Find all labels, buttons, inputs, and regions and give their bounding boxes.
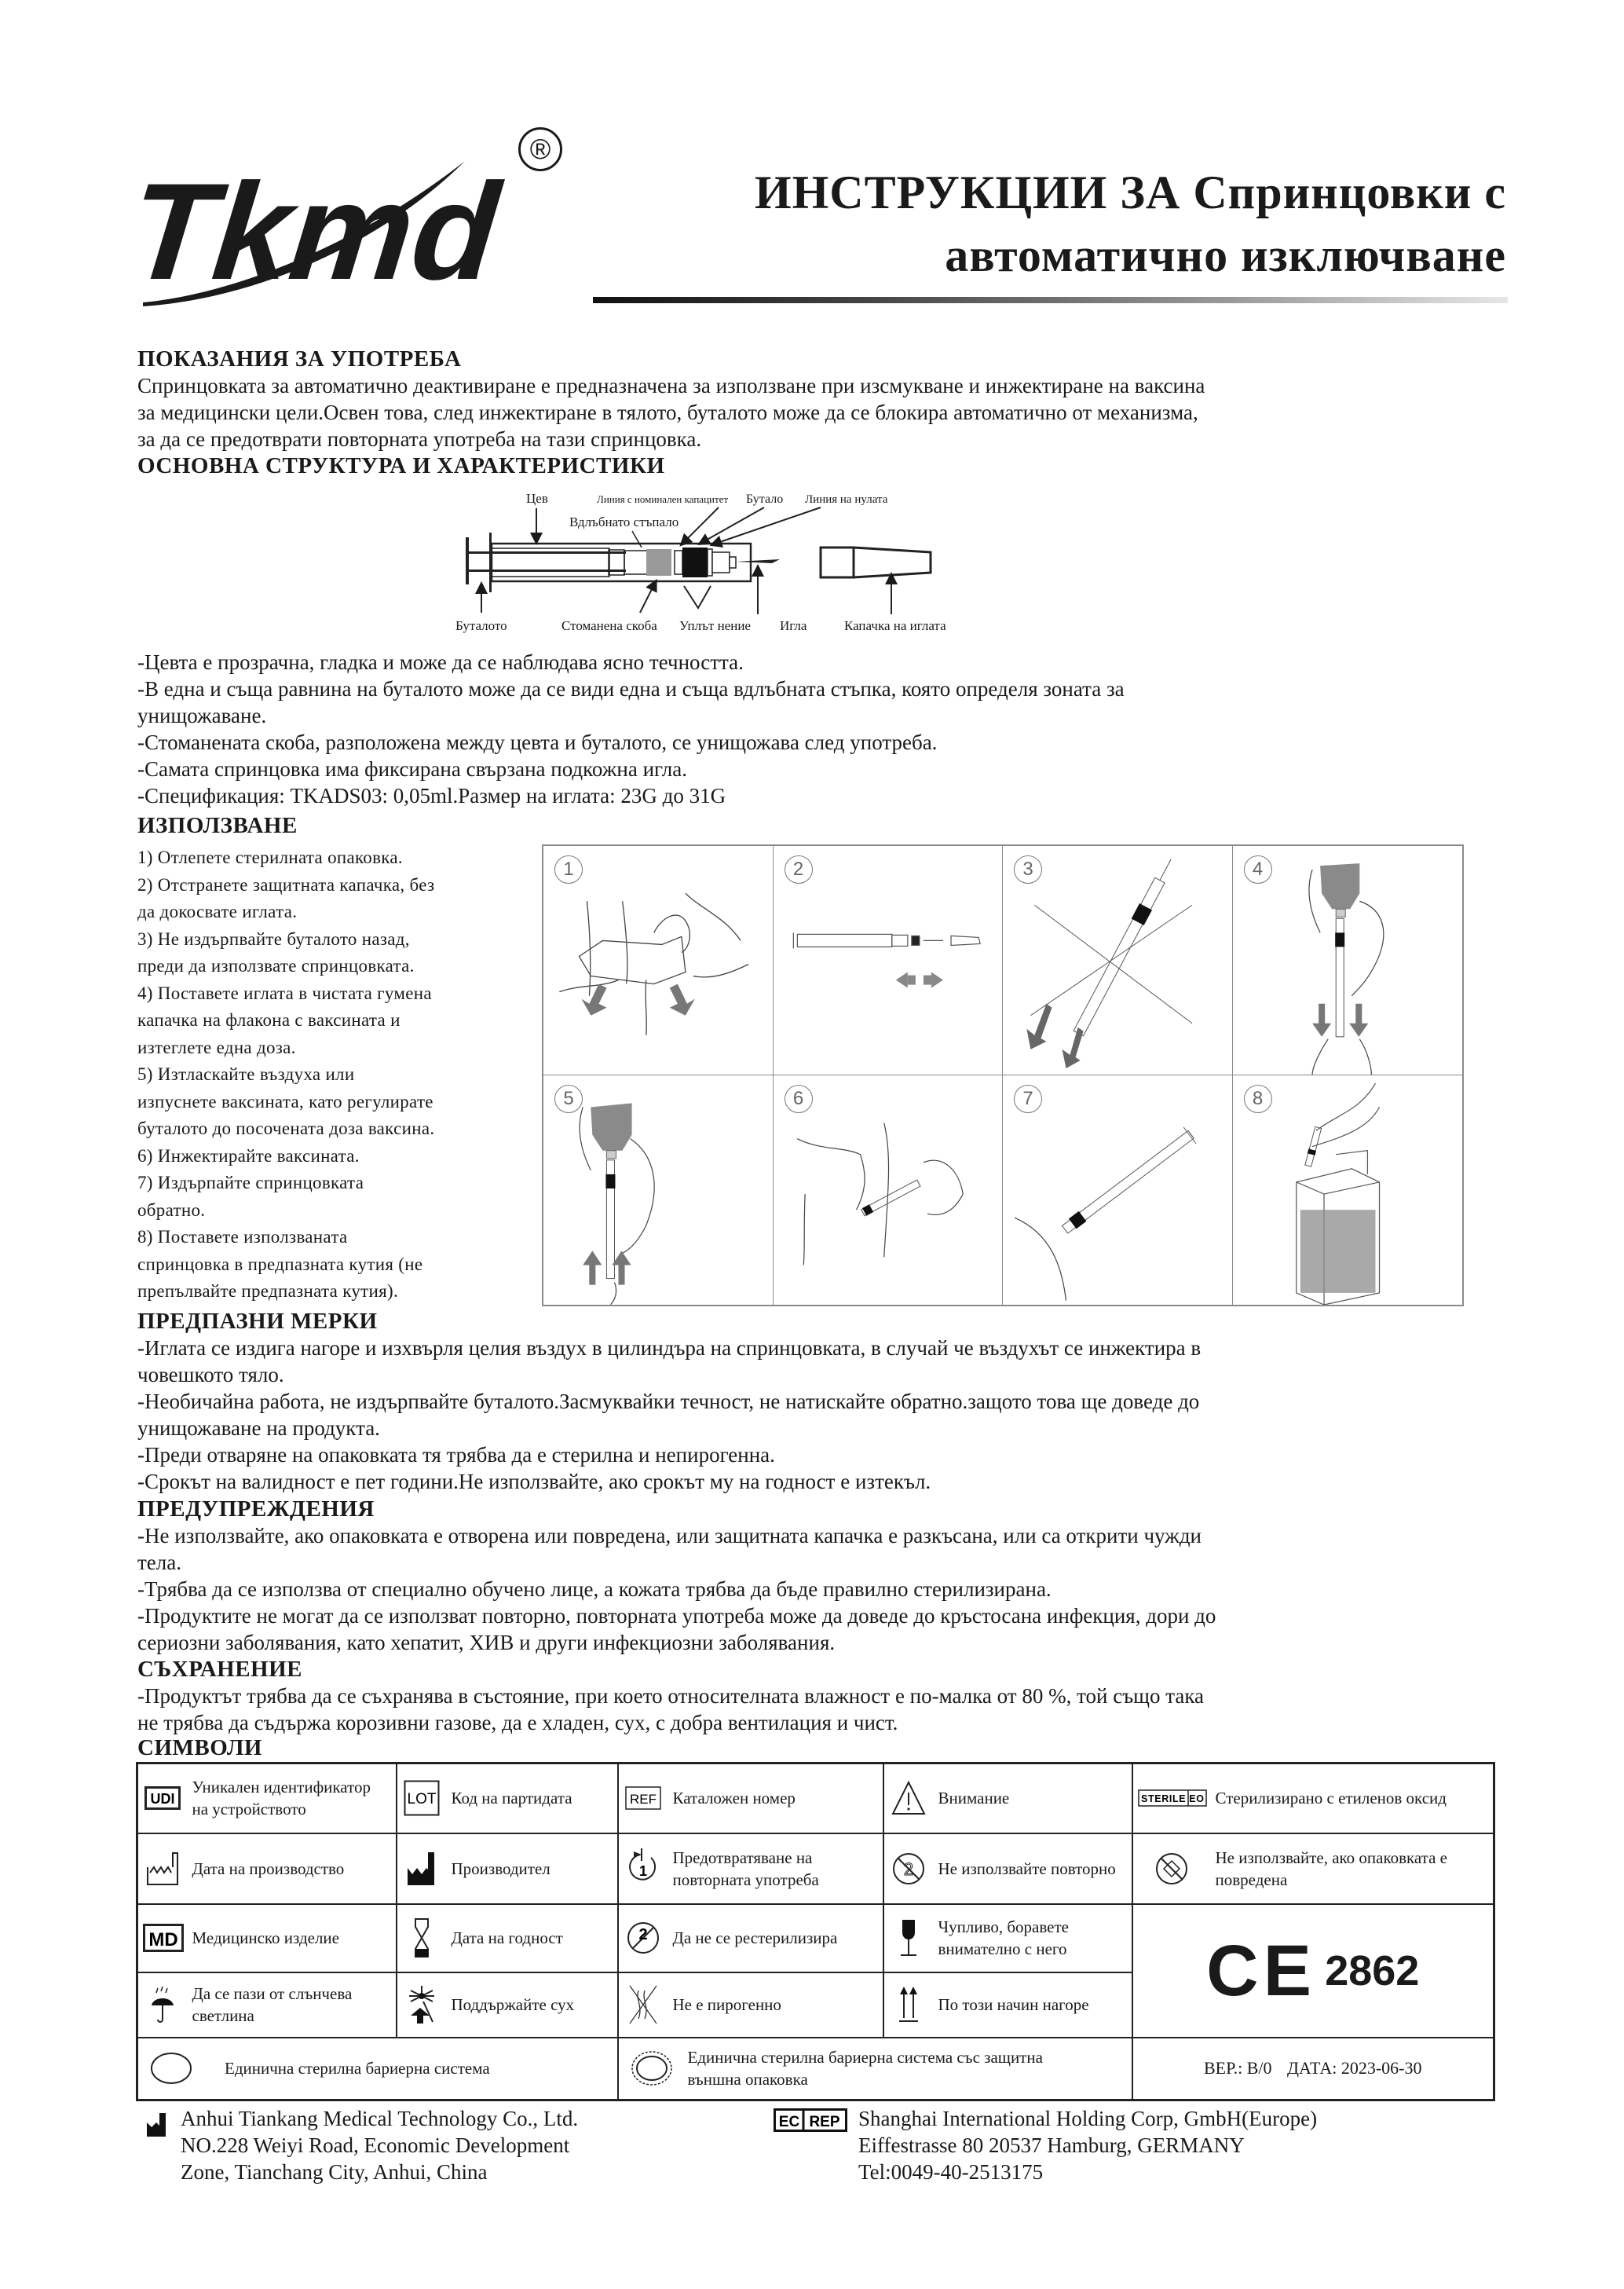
step-illustration-2 [774, 846, 1004, 1075]
piston [682, 548, 708, 577]
symbols-row [137, 1904, 1494, 1972]
symbol-label: Поддържайте сух [447, 1972, 618, 2038]
usage-step-line: 4) Поставете иглата в чистата гумена [137, 983, 432, 1003]
usage-step-line: спринцовка в предпазната кутия (не [137, 1254, 423, 1274]
keep-away-from-sunlight-icon [137, 1972, 188, 2038]
usage-step-line: 1) Отлепете стерилната опаковка. [137, 848, 403, 867]
do-not-reuse-icon-text: 2 [903, 1859, 914, 1879]
udi-icon [137, 1763, 188, 1833]
page-title [755, 161, 1506, 287]
symbol-label: Внимание [934, 1763, 1132, 1833]
symbol-label: Да се пази от слънчева светлина [188, 1972, 397, 2038]
lot-icon-text: LOT [407, 1791, 437, 1808]
label-needle-cap: Капачка на иглата [844, 618, 946, 633]
step-number-badge: 2 [785, 855, 813, 884]
structure-line: унищожаване. [137, 704, 267, 727]
label-steel-clip: Стоманена скоба [561, 618, 657, 633]
version-label: ВЕР.: [1204, 2058, 1243, 2078]
symbol-label: Дата на производство [188, 1833, 397, 1904]
usage-step-line: преди да използвате спринцовката. [137, 956, 415, 976]
medical-device-icon-text: MD [148, 1929, 178, 1950]
storage-text [137, 1683, 1520, 1736]
step-illustration-1 [543, 846, 774, 1075]
step-number-badge: 3 [1014, 855, 1042, 884]
structure-line: -Стоманената скоба, разположена между цевта и буталото, се унищожава след употреба. [137, 731, 938, 754]
usage-step-line: капачка на флакона с ваксината и [137, 1010, 401, 1030]
precautions-line: -Преди отваряне на опаковката тя трябва да е стерилна и непирогенна. [137, 1443, 775, 1467]
precautions-line: унищожаване на продукта. [137, 1416, 380, 1440]
step-number-badge: 6 [785, 1085, 813, 1113]
footer-manufacturer [181, 2105, 578, 2185]
usage-step-line: 7) Издърпайте спринцовката [137, 1173, 364, 1192]
title-gradient-rule [593, 297, 1508, 303]
manufacturer-line: NO.228 Weiyi Road, Economic Development [181, 2133, 570, 2157]
this-way-up-icon [883, 1972, 934, 2038]
ref-icon-text: REF [630, 1792, 657, 1807]
ec-rep-icon-text: EC [778, 2114, 800, 2130]
step-illustration-8 [1233, 1075, 1463, 1305]
needle [736, 559, 780, 563]
step-illustration-6 [774, 1075, 1004, 1305]
precautions-heading: ПРЕДПАЗНИ МЕРКИ [137, 1309, 378, 1334]
title-line-2: автоматично изключване [945, 229, 1506, 281]
warnings-line: -Не използвайте, ако опаковката е отворена или повредена, или защитната капачка е разкъсана, или са открити чужди [137, 1524, 1202, 1547]
symbols-heading: СИМВОЛИ [137, 1735, 262, 1760]
logo-text: Tkmd [135, 155, 506, 309]
label-zero-line: Линия на нулата [805, 493, 888, 506]
precautions-line: -Иглата се издига нагоре и изхвърля целия въздух в цилиндъра на спринцовката, в случай че въздухът се инжектира в [137, 1336, 1202, 1360]
storage-line: не трябва да съдържа корозивни газове, да е хладен, сух, с добра вентилация и чист. [137, 1711, 898, 1734]
plunger-flange [466, 537, 469, 584]
do-not-resterilize-icon [618, 1904, 668, 1972]
use-by-date-icon [397, 1904, 447, 1972]
precautions-line: човешкото тяло. [137, 1363, 284, 1386]
usage-step-line: 5) Изтласкайте въздуха или [137, 1064, 355, 1084]
usage-step-line: препълвайте предпазната кутия). [137, 1281, 399, 1301]
label-recessed-step: Вдлъбнато стъпало [569, 515, 679, 529]
ref-icon [618, 1763, 668, 1833]
lot-icon [397, 1763, 447, 1833]
sharps-contents [1300, 1210, 1375, 1293]
symbols-row [137, 1833, 1494, 1904]
structure-line: -В една и съща равнина на буталото може да се види една и съща вдлъбната стъпка, която определя зоната за [137, 677, 1125, 701]
warnings-line: тела. [137, 1551, 181, 1574]
warnings-line: -Трябва да се използва от специално обучено лице, а кожата трябва да бъде правилно стерилизирана. [137, 1577, 1052, 1601]
usage-step-line: изпуснете ваксината, като регулирате [137, 1091, 433, 1112]
ce-mark-cell [1132, 1904, 1494, 2038]
usage-step-line: да докосвате иглата. [137, 902, 298, 921]
single-sterile-barrier-label: Единична стерилна бариерна система [225, 2059, 490, 2078]
step-number-badge: 8 [1244, 1085, 1272, 1113]
single-sterile-barrier-outer-icon [630, 2049, 674, 2087]
version-value: B/0 [1246, 2058, 1272, 2078]
symbol-label: Код на партидата [447, 1763, 618, 1833]
expel-air-illustration [543, 1075, 773, 1305]
label-seal: Уплът нение [679, 618, 751, 633]
ec-rep-line: Shanghai International Holding Corp, GmbH(Europe) [858, 2107, 1318, 2130]
storage-heading: СЪХРАНЕНИЕ [137, 1657, 302, 1682]
indications-line: за да се предотврати повторната употреба на тази спринцовка. [137, 427, 702, 451]
withdraw-syringe-illustration [1003, 1075, 1232, 1305]
keep-dry-icon [397, 1972, 447, 2038]
do-not-reuse-icon [883, 1833, 934, 1904]
symbol-label: Каталожен номер [668, 1763, 883, 1833]
structure-text [137, 649, 1520, 809]
indications-heading: ПОКАЗАНИЯ ЗА УПОТРЕБА [137, 346, 462, 372]
prevent-reuse-icon [618, 1833, 668, 1904]
step-illustration-7 [1003, 1075, 1233, 1305]
single-sterile-barrier-cell [137, 2038, 618, 2100]
sterile-eo-icon [1132, 1763, 1211, 1833]
ec-rep-line: Eiffestrasse 80 20537 Hamburg, GERMANY [858, 2133, 1245, 2157]
warnings-line: сериозни заболявания, като хепатит, ХИВ и други инфекциозни заболявания. [137, 1631, 836, 1654]
precautions-line: -Срокът на валидност е пет години.Не използвайте, ако срокът му на годност е изтекъл. [137, 1470, 931, 1493]
symbol-label: Производител [447, 1833, 618, 1904]
single-sterile-barrier-icon [149, 2051, 193, 2086]
steel-clip [646, 549, 671, 576]
structure-line: -Самата спринцовка има фиксирана свързана подкожна игла. [137, 757, 687, 781]
indications-line: Спринцовката за автоматично деактивиране е предназначена за използване при изсмукване и инжектиране на ваксина [137, 374, 1205, 397]
warnings-heading: ПРЕДУПРЕЖДЕНИЯ [137, 1496, 375, 1522]
prevent-reuse-icon-text: 1 [638, 1862, 648, 1879]
usage-step-line: 2) Отстранете защитната капачка, без [137, 874, 435, 895]
usage-steps [137, 844, 538, 1306]
precautions-text [137, 1335, 1520, 1495]
step-illustration-3 [1003, 846, 1233, 1075]
label-barrel: Цев [526, 491, 548, 506]
indications-text [137, 372, 1520, 452]
precautions-line: -Необичайна работа, не издърпвайте буталото.Засмуквайки течност, не натискайте обратно.защото това ще доведе до [137, 1390, 1200, 1413]
label-needle: Игла [780, 618, 807, 633]
step-number-badge: 5 [554, 1085, 583, 1113]
usage-step-line: обратно. [137, 1199, 206, 1220]
symbol-label: Не използвайте повторно [934, 1833, 1132, 1904]
usage-step-line: 8) Поставете използваната [137, 1227, 348, 1247]
single-sterile-barrier-outer-cell [618, 2038, 1132, 2100]
warnings-text [137, 1522, 1520, 1656]
warnings-line: -Продуктите не могат да се използват повторно, повторната употреба може да доведе до кръстосана инфекция, дори до [137, 1604, 1216, 1628]
step-number-badge: 1 [554, 855, 583, 884]
manufacturer-line: Anhui Tiankang Medical Technology Co., Ltd. [181, 2107, 579, 2130]
footer-ec-rep [858, 2105, 1317, 2185]
usage-step-line: буталото до посочената доза ваксина. [137, 1119, 435, 1138]
label-piston: Бутало [746, 493, 784, 506]
symbol-label: Стерилизирано с етиленов оксид [1211, 1763, 1494, 1833]
footer-manufacturer-icon [145, 2111, 169, 2142]
symbol-label: Дата на годност [447, 1904, 618, 1972]
non-pyrogenic-icon [618, 1972, 668, 2038]
ec-rep-line: Tel:0049-40-2513175 [858, 2160, 1044, 2184]
version-date-cell [1132, 2038, 1494, 2100]
udi-icon-text: UDI [150, 1791, 175, 1807]
symbols-row [137, 1763, 1494, 1833]
symbol-label: По този начин нагоре [934, 1972, 1132, 2038]
usage-step-line: изтеглете една доза. [137, 1037, 296, 1057]
label-nominal-line: Линия с номинален капацитет [597, 493, 729, 505]
caution-icon [883, 1763, 934, 1833]
needle-cap [854, 548, 931, 577]
single-sterile-barrier-outer-label: външна опаковка [687, 2070, 808, 2089]
step-illustration-4 [1233, 846, 1463, 1075]
structure-heading: ОСНОВНА СТРУКТУРА И ХАРАКТЕРИСТИКИ [137, 453, 665, 478]
storage-line: -Продуктът трябва да се съхранява в състояние, при което относителната влажност е по-малка от 80 %, той също така [137, 1684, 1205, 1708]
notified-body-number: 2862 [1325, 1947, 1420, 1995]
usage-step-line: 3) Не издърпвайте буталото назад, [137, 928, 410, 949]
symbols-row [137, 2038, 1494, 2100]
syringe-structure-diagram [452, 489, 1205, 638]
symbol-label: Да не се рестерилизира [668, 1904, 883, 1972]
do-not-resterilize-icon-text: 2 [638, 1926, 648, 1943]
registered-mark: ® [518, 127, 562, 171]
step-number-badge: 7 [1014, 1085, 1042, 1113]
usage-illustration-grid [542, 844, 1464, 1306]
symbol-label: Предотвратяване на повторната употреба [668, 1833, 883, 1904]
label-plunger: Буталото [455, 618, 507, 633]
symbols-table [136, 1762, 1495, 2101]
date-of-manufacture-icon [137, 1833, 188, 1904]
date-label: ДАТА: [1287, 2058, 1337, 2078]
structure-line: -Спецификация: TKADS03: 0,05ml.Размер на иглата: 23G до 31G [137, 784, 726, 808]
do-not-use-if-damaged-icon [1132, 1833, 1211, 1904]
symbol-label: Уникален идентификатор на устройството [188, 1763, 397, 1833]
ec-rep-icon-text: REP [809, 2114, 840, 2130]
usage-heading: ИЗПОЛЗВАНЕ [137, 813, 298, 838]
ec-rep-icon [774, 2108, 847, 2136]
step-number-badge: 4 [1244, 855, 1272, 884]
symbol-label: Медицинско изделие [188, 1904, 397, 1972]
sterile-eo-icon-text: STERILE EO [1140, 1793, 1204, 1805]
tkmd-logo [135, 130, 575, 314]
symbol-label: Чупливо, боравете внимателно с него [934, 1904, 1132, 1972]
usage-step-line: 6) Инжектирайте ваксината. [137, 1145, 360, 1166]
manufacturer-icon [397, 1833, 447, 1904]
ce-mark: CE [1206, 1930, 1316, 2011]
medical-device-icon [137, 1904, 188, 1972]
indications-line: за медицински цели.Освен това, след инжектиране в тялото, буталото може да се блокира автоматично от механизма, [137, 401, 1198, 424]
symbol-label: Не е пирогенно [668, 1972, 883, 2038]
title-line-1: ИНСТРУКЦИИ ЗА Спринцовки с [754, 167, 1506, 218]
single-sterile-barrier-outer-label: Единична стерилна бариерна система със защитна [687, 2048, 1043, 2067]
manufacturer-line: Zone, Tianchang City, Anhui, China [181, 2160, 488, 2184]
step-illustration-5 [543, 1075, 774, 1305]
symbol-label: Не използвайте, ако опаковката е повредена [1211, 1833, 1494, 1904]
date-value: 2023-06-30 [1341, 2058, 1422, 2078]
structure-line: -Цевта е прозрачна, гладка и може да се наблюдава ясно течността. [137, 650, 744, 674]
fragile-icon [883, 1904, 934, 1972]
